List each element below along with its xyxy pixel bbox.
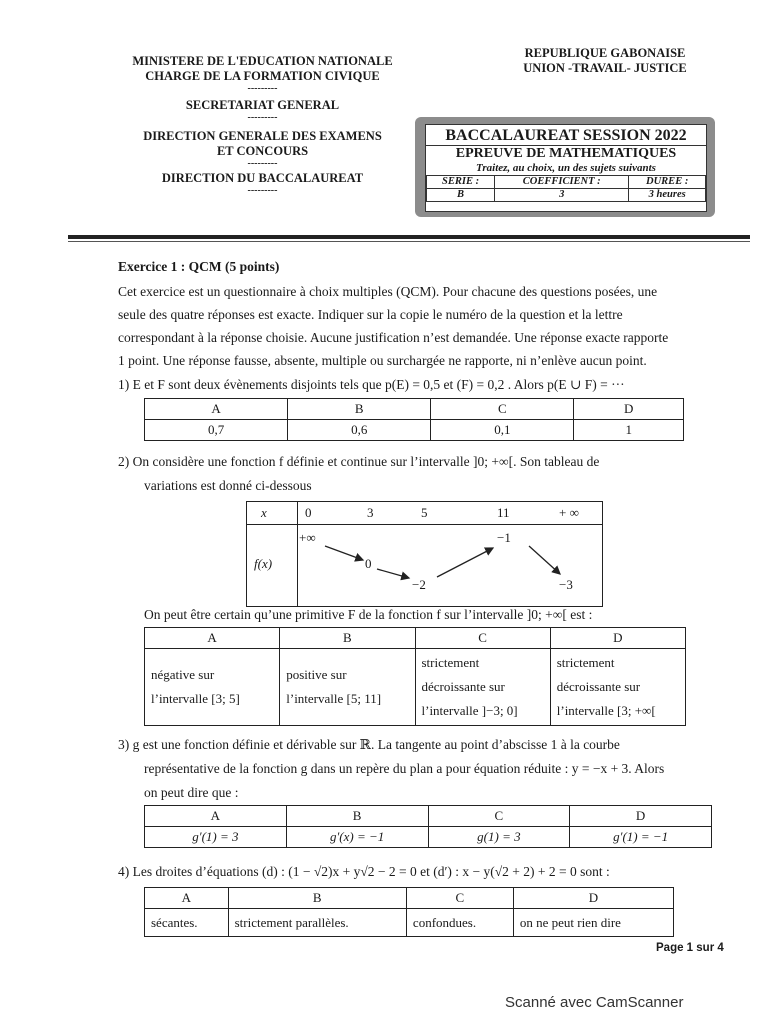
intro-line: 1 point. Une réponse fausse, absente, multiple ou surchargée ne rapporte, ni n’enlève aucun point.: [118, 353, 647, 368]
answer-line: négative sur: [151, 667, 215, 682]
answer-line: l’intervalle [3; +∞[: [556, 703, 656, 718]
choice-header: A: [145, 806, 287, 827]
serie-label: SERIE :: [427, 176, 495, 189]
f-value: −2: [412, 577, 426, 592]
question-3-answers: [144, 805, 712, 848]
decreasing-arrow: [529, 546, 560, 574]
coefficient-value: 3: [495, 189, 629, 202]
choice-header: B: [228, 888, 406, 909]
header-rule: [68, 235, 750, 239]
serie-value: B: [427, 189, 495, 202]
exam-instruction: Traitez, au choix, un des sujets suivants: [476, 162, 656, 174]
ministry-line: ET CONCOURS: [216, 144, 309, 158]
answer-cell: confondues.: [406, 909, 513, 937]
choice-header: B: [280, 628, 415, 649]
answer-cell: g(1) = 3: [428, 827, 570, 848]
variation-arrows: [247, 502, 602, 606]
f-value: 0: [365, 556, 372, 571]
question-4-answers: [144, 887, 674, 937]
question-3-text: on peut dire que :: [144, 785, 239, 800]
answer-cell: 0,7: [145, 420, 288, 441]
intro-line: correspondant à la réponse choisie. Aucune justification n’est demandée. Une réponse exacte rapporte: [118, 330, 669, 345]
x-value: 5: [421, 505, 428, 520]
republic-motto: UNION -TRAVAIL- JUSTICE: [523, 61, 687, 75]
answer-cell: g′(x) = −1: [286, 827, 428, 848]
answer-line: positive sur: [286, 667, 347, 682]
answer-cell: g′(1) = 3: [145, 827, 287, 848]
variation-table: [246, 501, 603, 607]
x-value: 3: [367, 505, 374, 520]
coefficient-label: COEFFICIENT :: [495, 176, 629, 189]
f-label: f(x): [254, 556, 273, 571]
choice-header: A: [145, 399, 288, 420]
choice-header: D: [570, 806, 712, 827]
answer-line: décroissante sur: [421, 679, 505, 694]
choice-header: B: [288, 399, 431, 420]
ministry-line: CHARGE DE LA FORMATION CIVIQUE: [145, 69, 380, 83]
answer-line: strictement: [556, 655, 615, 670]
answer-cell: 1: [574, 420, 684, 441]
answer-cell: [550, 649, 685, 726]
choice-header: D: [574, 399, 684, 420]
ministry-line: MINISTERE DE L'EDUCATION NATIONALE: [132, 54, 393, 68]
page-number: Page 1 sur 4: [656, 942, 724, 954]
x-label: x: [261, 505, 267, 520]
question-1-answers: [144, 398, 684, 441]
ministry-header: [110, 54, 415, 196]
answer-cell: [415, 649, 550, 726]
answer-line: l’intervalle ]−3; 0]: [421, 703, 518, 718]
answer-line: décroissante sur: [556, 679, 641, 694]
f-value: −3: [559, 577, 573, 592]
separator: ---------: [247, 112, 278, 123]
question-2-text: variations est donné ci-dessous: [144, 478, 312, 493]
question-2-prompt: On peut être certain qu’une primitive F de la fonction f sur l’intervalle ]0; +∞[ est :: [144, 607, 593, 622]
decreasing-arrow: [377, 569, 409, 578]
choice-header: D: [550, 628, 685, 649]
exam-title: BACCALAUREAT SESSION 2022: [445, 127, 687, 144]
choice-header: C: [428, 806, 570, 827]
answer-cell: strictement parallèles.: [228, 909, 406, 937]
f-value: +∞: [299, 530, 316, 545]
x-value: + ∞: [559, 505, 579, 520]
duree-label: DUREE :: [629, 176, 706, 189]
separator: ---------: [247, 158, 278, 169]
ministry-line: DIRECTION DU BACCALAUREAT: [161, 171, 364, 185]
separator: ---------: [247, 185, 278, 196]
exam-info-box: [425, 124, 707, 212]
question-2-answers: [144, 627, 686, 726]
question-1-text: 1) E et F sont deux évènements disjoints tels que p(E) = 0,5 et (F) = 0,2 . Alors p(E ∪ F) = ···: [118, 377, 625, 392]
answer-cell: 0,6: [288, 420, 431, 441]
choice-header: C: [415, 628, 550, 649]
exam-details-table: [426, 175, 706, 202]
answer-line: l’intervalle [3; 5]: [151, 691, 240, 706]
choice-header: C: [431, 399, 574, 420]
question-2-text: 2) On considère une fonction f définie et continue sur l’intervalle ]0; +∞[. Son tableau de: [118, 454, 600, 469]
duree-value: 3 heures: [629, 189, 706, 202]
choice-header: A: [145, 888, 229, 909]
choice-header: A: [145, 628, 280, 649]
separator: ---------: [247, 83, 278, 94]
answer-cell: g′(1) = −1: [570, 827, 712, 848]
answer-cell: sécantes.: [145, 909, 229, 937]
choice-header: C: [406, 888, 513, 909]
question-3-text: représentative de la fonction g dans un repère du plan a pour équation réduite : y = −x + 3. Alors: [144, 761, 665, 776]
answer-line: l’intervalle [5; 11]: [286, 691, 382, 706]
header-rule-thin: [68, 241, 750, 242]
republic-line: REPUBLIQUE GABONAISE: [524, 46, 686, 60]
increasing-arrow: [437, 548, 493, 577]
f-value: −1: [497, 530, 511, 545]
x-value: 0: [305, 505, 312, 520]
answer-cell: [280, 649, 415, 726]
decreasing-arrow: [325, 546, 363, 560]
answer-cell: [145, 649, 280, 726]
question-3-text: 3) g est une fonction définie et dérivable sur ℝ. La tangente au point d’abscisse 1 à la courbe: [118, 737, 620, 752]
answer-cell: 0,1: [431, 420, 574, 441]
republic-header: [505, 46, 705, 76]
exam-subject: EPREUVE DE MATHEMATIQUES: [426, 145, 706, 162]
ministry-line: DIRECTION GENERALE DES EXAMENS: [143, 129, 382, 143]
scanner-watermark: Scanné avec CamScanner: [505, 994, 684, 1011]
exercise-title: Exercice 1 : QCM (5 points): [118, 259, 280, 274]
answer-cell: on ne peut rien dire: [513, 909, 673, 937]
answer-line: strictement: [421, 655, 480, 670]
ministry-line: SECRETARIAT GENERAL: [185, 98, 340, 112]
choice-header: B: [286, 806, 428, 827]
intro-line: Cet exercice est un questionnaire à choix multiples (QCM). Pour chacune des questions posées, une: [118, 284, 658, 299]
choice-header: D: [513, 888, 673, 909]
intro-line: seule des quatre réponses est exacte. Indiquer sur la copie le numéro de la question et la lettre: [118, 307, 623, 322]
question-4-text: 4) Les droites d’équations (d) : (1 − √2)x + y√2 − 2 = 0 et (d′) : x − y(√2 + 2) + 2 = 0 sont :: [118, 864, 610, 879]
x-value: 11: [497, 505, 510, 520]
